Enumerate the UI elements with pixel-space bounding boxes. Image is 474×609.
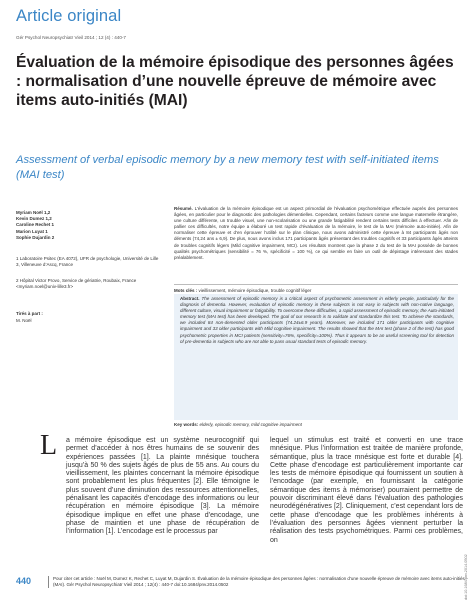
reprints-name: M. Noël bbox=[16, 318, 32, 323]
journal-reference: Gér Psychol Neuropsychiatr Vieil 2014 ; 12 (4) : 440-7 bbox=[16, 35, 126, 40]
author-list bbox=[16, 210, 162, 241]
keywords-en-text: elderly, episodic memory, mild cognitive impairment bbox=[199, 422, 302, 427]
keywords-en-label: Key words: bbox=[174, 422, 199, 427]
citation-footer: Pour citer cet article : Noël M, Dumez K, Rechet C, Luyat M, Dujardin S. Évaluation de la mémoire épisodique des personnes âgées : normalisation d’une nouvelle épreuve de mémoire avec items auto-initiés (MAI). Gér Psychol Neuropsychiatr Vieil 2014 ; 12(4) : 440-7 doi:10.1684/pnv.2014.0502 bbox=[48, 576, 465, 588]
body-column-left: a mémoire épisodique est un système neurocognitif qui permet d’accéder à nos êtres humains de se souvenir des expériences passées [1]. La plainte mnésique touchera jusqu’à 50 % des sujets âgés de plus de 55 ans. Au cours du vieillissement, les plaintes concernant la mémoire épisodique sont probablement les plus fréquentes [2]. Elle témoigne le plus souvent d’une diminution des ressources attentionnelles, pénalisant les capacités d’encodage des informations ou leur récupération en mémoire épisodique [3]. La mémoire épisodique implique en effet une phase d’encodage, une phase de maintien et une phase de récupération de l’information [1]. L’encodage est le processus par bbox=[66, 437, 259, 536]
author-name: Kevin Dumez 1,2 bbox=[16, 216, 52, 222]
abstract-label: Abstract. bbox=[180, 296, 200, 301]
page-number: 440 bbox=[16, 576, 32, 586]
author-name: Myriam Noël 1,2 bbox=[16, 210, 51, 215]
article-rubric: Article original bbox=[16, 7, 122, 25]
abstract-section bbox=[180, 296, 454, 345]
side-doi-note: doi:10.1684/pnv.2014.0502 bbox=[464, 554, 468, 600]
author-name: Marion Luyat 1 bbox=[16, 228, 48, 234]
resume-label: Résumé. bbox=[174, 206, 193, 211]
affiliation: 2 Hôpital Victor Provo, Service de gériatrie, Roubaix, France <myriam.noel@univ-lille3.fr> bbox=[16, 278, 137, 290]
author-name: Sophie Dujardin 2 bbox=[16, 234, 55, 240]
reprints-label: Tirés à part : bbox=[16, 311, 43, 316]
keywords-fr-text: vieillissement, mémoire épisodique, trouble cognitif léger bbox=[198, 288, 312, 293]
keywords-fr-label: Mots clés : bbox=[174, 288, 198, 293]
body-column-right: lequel un stimulus est traité et converti en une trace mnésique. Plus l’information est traitée de manière profonde, sémantique, plus la trace mnésique est forte et durable [4]. Cette phase d’encodage est particulièrement importante car les tests de mémoire épisodique qui fournissent un soutien à l’encodage (par exemple, en fournissant la catégorie sémantique des items à mémoriser) pourraient permettre de pouvoir discriminant élevé dans l’évaluation des pathologies neurodégénératives [2]. Cliniquement, c’est cependant lors de cette phase d’encodage que les problèmes inhérents à l’évaluation des personnes âgées viennent perturber la réalisation des tests psychométriques. Parmi ces problèmes, on bbox=[270, 437, 463, 544]
article-title: Évaluation de la mémoire épisodique des personnes âgées : normalisation d’une nouvelle épreuve de mémoire avec items auto-initiés (MAI) bbox=[16, 54, 454, 109]
article-subtitle: Assessment of verbal episodic memory by a new memory test with self-initiated items (MAI test) bbox=[16, 154, 439, 181]
resume-text: L’évaluation de la mémoire épisodique est un aspect primordial de l’évaluation psychométrique effectuée auprès des personnes âgées, en particulier pour le diagnostic des pathologies démentielles. Cependant, certains facteurs comme une langue maternelle étrangère, une culture différente, un trouble visuel, une non-scolarisation ou une grande fatigabilité rendent certains tests difficiles à effectuer. Afin de pallier ces difficultés, notre équipe a élaboré un test rapide d’évaluation de la mémoire, le test de la MAI (mémoire auto-initiée). Afin de normaliser cette épreuve et d’en éprouver l’utilité sur le plan clinique, nous avons administré cette épreuve à 84 participants âgés non déments (74,24 ans ± 6,9). De plus, nous avons inclus 171 participants âgés présentant des troubles cognitifs et 33 participants âgés atteints de troubles cognitifs légers (Mild cognitive impairment, MCI). Les résultats montrent que la phase 2 du test de la MAI possède de bonnes qualités psychométriques (sensibilité = 76 %, spécificité = 100 %), ce qui semble en faire un outil de dépistage intéressant des stades préalablement. bbox=[174, 206, 458, 260]
author-name: Caroline Rechet 1 bbox=[16, 222, 55, 228]
keywords-en bbox=[174, 420, 458, 427]
keywords-fr bbox=[174, 284, 458, 293]
affiliation: 1 Laboratoire Psitec (EA 4072), UFR de psychologie, Université de Lille 3, Villeneuve d’Ascq, France bbox=[16, 256, 159, 268]
resume-section bbox=[174, 206, 458, 261]
drop-cap: L bbox=[40, 430, 58, 461]
abstract-text: The assessment of episodic memory is a critical aspect of psychometric assessment in elderly people, particularly for the diagnosis of dementia. However, evaluation of episodic memory in these subjects is not easy in subjects with non-native language, different culture, visual impairment or fatigability. To overcome these difficulties, a rapid assessment of episodic memory, the Auto-initiated memory test (MAI test) has been developed. The goal of our research is to validate and standardize this test. To achieve the standards, we included 84 non-demented older participants (74.24±6.9 years). Moreover, we included 171 older participants with cognitive impairment and 33 older participants with Mild cognitive impairment. The results showed that the MAI test (phase 2 of the test) has good psychometric properties in MCI patients (sensitivity=76%, specificity=100%). Thus it appears to be an useful screening tool for detection of pre-dementia in subjects who are not able to pass usual standard tests of episodic memory. bbox=[180, 296, 454, 344]
